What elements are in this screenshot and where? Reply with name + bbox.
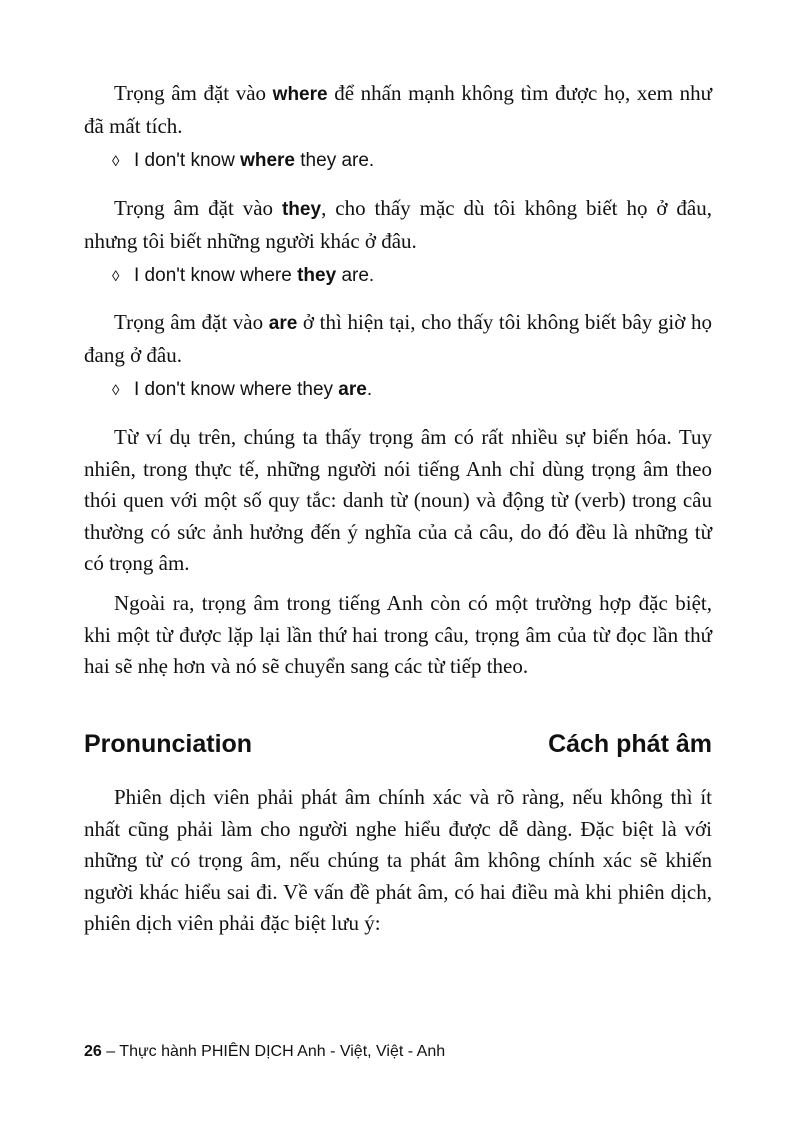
paragraph-repeated-word: [84, 588, 712, 683]
diamond-bullet-icon: ◊: [112, 153, 120, 170]
paragraph-text: Trọng âm đặt vào: [114, 81, 273, 105]
paragraph-stress-where: [84, 78, 712, 142]
keyword: where: [272, 84, 328, 105]
paragraph-text: Trọng âm đặt vào: [114, 310, 269, 334]
example-text: .: [366, 379, 373, 400]
paragraph-text: ở thì hiện tại, cho thấy tôi không biết bây giờ họ đang ở đâu.: [84, 310, 712, 367]
example-stressed-word: are: [338, 379, 367, 400]
example-stressed-word: where: [240, 150, 295, 171]
example-text: I don't know where they: [134, 379, 339, 400]
example-text: I don't know where: [134, 265, 298, 286]
keyword: are: [268, 313, 298, 334]
example-text: are.: [336, 265, 375, 286]
paragraph-stress-are: [84, 307, 712, 371]
diamond-bullet-icon: ◊: [112, 382, 120, 399]
paragraph-stress-variation: [84, 422, 712, 580]
paragraph-stress-they: [84, 193, 712, 257]
example-text: I don't know: [134, 150, 241, 171]
paragraph-text: để nhấn mạnh không tìm được họ, xem như đã mất tích.: [84, 81, 712, 138]
paragraph-text: Ngoài ra, trọng âm trong tiếng Anh còn có một trường hợp đặc biệt, khi một từ được lặp lại lần thứ hai trong câu, trọng âm của từ đọc lần thứ hai sẽ nhẹ hơn và nó sẽ chuyển sang các từ tiếp theo.: [84, 591, 712, 678]
section-heading-english: Pronunciation: [84, 730, 253, 758]
page-number: 26: [84, 1043, 102, 1060]
diamond-bullet-icon: ◊: [112, 268, 120, 285]
example-sentence-are: [112, 377, 372, 404]
example-stressed-word: they: [297, 265, 337, 286]
paragraph-text: Từ ví dụ trên, chúng ta thấy trọng âm có rất nhiều sự biến hóa. Tuy nhiên, trong thực tế, những người nói tiếng Anh chỉ dùng trọng âm theo thói quen với một số quy tắc: danh từ (noun) và động từ (verb) trong câu thường có sức ảnh hưởng đến ý nghĩa của cả câu, do đó đều là những từ có trọng âm.: [84, 425, 712, 575]
section-heading-vietnamese: Cách phát âm: [548, 730, 712, 758]
example-sentence-where: [112, 148, 374, 175]
paragraph-text: Trọng âm đặt vào: [114, 196, 282, 220]
example-sentence-they: [112, 263, 374, 290]
paragraph-text: Phiên dịch viên phải phát âm chính xác và rõ ràng, nếu không thì ít nhất cũng phải làm cho người nghe hiểu được dễ dàng. Đặc biệt là với những từ có trọng âm, nếu chúng ta phát âm không chính xác sẽ khiến người khác hiểu sai đi. Về vấn đề phát âm, có hai điều mà khi phiên dịch, phiên dịch viên phải đặc biệt lưu ý:: [84, 785, 712, 935]
keyword: they: [281, 199, 322, 220]
example-text: they are.: [295, 150, 375, 171]
page-footer: [84, 1043, 445, 1061]
paragraph-pronunciation: [84, 782, 712, 940]
paragraph-text: , cho thấy mặc dù tôi không biết họ ở đâu, nhưng tôi biết những người khác ở đâu.: [84, 196, 712, 253]
footer-title: – Thực hành PHIÊN DỊCH Anh - Việt, Việt - Anh: [101, 1043, 446, 1060]
